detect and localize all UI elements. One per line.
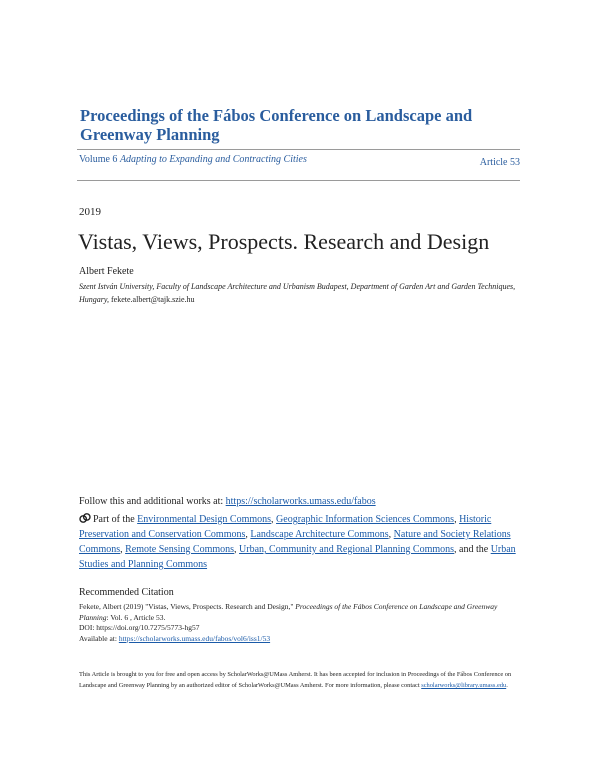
- paper-title: Vistas, Views, Prospects. Research and Design: [78, 229, 490, 254]
- article-number[interactable]: Article 53: [479, 157, 520, 168]
- journal-title[interactable]: Proceedings of the Fábos Conference on Landscape and Greenway Planning: [80, 106, 473, 144]
- contact-email-link[interactable]: scholarworks@library.umass.edu: [421, 682, 507, 689]
- citation-volume: : Vol. 6 , Article 53.: [106, 612, 166, 622]
- affiliation-text: Szent István University, Faculty of Landscape Architecture and Urbanism Budapest, Department of Garden Art and Garden Techniques, Hungary,: [79, 282, 516, 304]
- volume-label: Volume 6: [79, 154, 118, 165]
- part-of-prefix: Part of the: [93, 514, 135, 525]
- commons-link-urban-studies-planning[interactable]: Urban Studies and Planning Commons: [79, 544, 516, 570]
- available-label: Available at:: [79, 633, 117, 643]
- footer-text: This Article is brought to you for free and open access by ScholarWorks@UMass Amherst. It has been accepted for inclusion in Proceedings of the Fábos Conference on Landscape and Greenway Planning by an authorized editor of ScholarWorks@UMass Amherst. For more information, please contact: [79, 671, 512, 689]
- follow-line: [79, 496, 529, 507]
- part-of-disciplines: Part of the Environmental Design Commons, Geographic Information Sciences Commons, Historic Preservation and Conservation Commons, Landscape Architecture Commons, Nature and Society Relations Commons, Remote Sensing Commons, Urban, Community and Regional Planning Commons, and the Urban Studies and Planning Commons: [79, 514, 516, 570]
- author-name: Albert Fekete: [79, 266, 134, 277]
- citation-text: Fekete, Albert (2019) "Vistas, Views, Prospects. Research and Design,": [79, 602, 294, 611]
- recommended-citation-heading: Recommended Citation: [79, 587, 174, 598]
- available-link[interactable]: https://scholarworks.umass.edu/fabos/vol6/iss1/53: [118, 633, 271, 643]
- commons-link-geographic-information-sciences[interactable]: Geographic Information Sciences Commons: [276, 514, 455, 525]
- volume-line[interactable]: [79, 152, 309, 167]
- follow-label: Follow this and additional works at:: [79, 496, 224, 507]
- open-access-icon: [79, 512, 91, 524]
- footer-note: This Article is brought to you for free and open access by ScholarWorks@UMass Amherst. It has been accepted for inclusion in Proceedings of the Fábos Conference on Landscape and Greenway Planning by an authorized editor of ScholarWorks@UMass Amherst. For more information, please contact scholarworks@library.umass.edu.: [79, 671, 512, 689]
- citation-doi: DOI: https://doi.org/10.7275/5773-hg57: [79, 623, 200, 632]
- commons-link-urban-community-regional-planning[interactable]: Urban, Community and Regional Planning Commons: [239, 544, 455, 555]
- author-affiliation: [79, 280, 524, 306]
- commons-link-remote-sensing[interactable]: Remote Sensing Commons: [125, 544, 235, 555]
- follow-link[interactable]: https://scholarworks.umass.edu/fabos: [225, 496, 376, 507]
- commons-link-nature-society[interactable]: Nature and Society Relations Commons: [79, 529, 511, 555]
- citation-block: [79, 602, 524, 644]
- header-rule-bottom: [77, 180, 520, 181]
- commons-link-landscape-architecture[interactable]: Landscape Architecture Commons: [250, 529, 389, 540]
- commons-link-environmental-design[interactable]: Environmental Design Commons: [137, 514, 272, 525]
- issue-title: Adapting to Expanding and Contracting Cities: [119, 154, 307, 165]
- header-rule-top: [77, 149, 520, 150]
- author-email: fekete.albert@tajk.szie.hu: [111, 295, 195, 304]
- commons-link-historic-preservation[interactable]: Historic Preservation and Conservation Commons: [79, 514, 492, 540]
- publication-year: 2019: [79, 206, 101, 218]
- citation-journal: Proceedings of the Fábos Conference on Landscape and Greenway Planning: [79, 602, 498, 622]
